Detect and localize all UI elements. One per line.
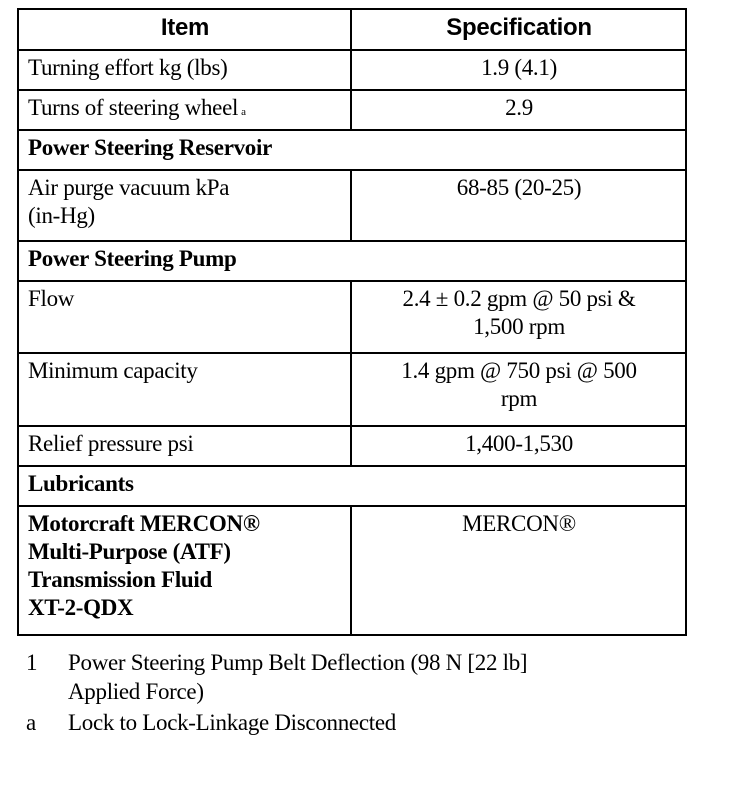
spec-cell: 1,400-1,530 bbox=[351, 426, 686, 466]
item-line: Air purge vacuum kPa bbox=[28, 175, 230, 200]
header-item: Item bbox=[18, 9, 351, 50]
footnote-text bbox=[68, 648, 686, 706]
spec-cell bbox=[351, 281, 686, 353]
spec-line: 1,500 rpm bbox=[473, 314, 565, 339]
footnote-line: Applied Force) bbox=[68, 679, 204, 704]
item-line: Motorcraft MERCON® bbox=[28, 511, 260, 536]
footnote-marker: a bbox=[241, 106, 246, 118]
footnote bbox=[26, 648, 686, 706]
item-cell: Minimum capacity bbox=[18, 353, 351, 426]
table-row bbox=[18, 90, 686, 130]
item-line: Multi-Purpose (ATF) bbox=[28, 539, 231, 564]
section-heading: Power Steering Pump bbox=[18, 241, 686, 281]
item-line: Transmission Fluid bbox=[28, 567, 212, 592]
spec-line: rpm bbox=[500, 386, 538, 411]
spec-cell: 68-85 (20-25) bbox=[351, 170, 686, 241]
footnote-line: Lock to Lock-Linkage Disconnected bbox=[68, 710, 396, 735]
item-cell: Turning effort kg (lbs) bbox=[18, 50, 351, 90]
item-cell bbox=[18, 170, 351, 241]
item-line: (in-Hg) bbox=[28, 203, 95, 228]
footnotes bbox=[26, 648, 686, 739]
footnote bbox=[26, 708, 686, 737]
spec-cell: MERCON® bbox=[351, 506, 686, 635]
footnote-line: Power Steering Pump Belt Deflection (98 N [22 lb] bbox=[68, 650, 528, 675]
spec-cell bbox=[351, 353, 686, 426]
footnote-text bbox=[68, 708, 686, 737]
table-row bbox=[18, 353, 686, 426]
specification-table bbox=[17, 8, 687, 636]
item-line: XT-2-QDX bbox=[28, 595, 134, 620]
item-text: Turns of steering wheel bbox=[28, 95, 239, 120]
item-cell bbox=[18, 90, 351, 130]
item-cell: Relief pressure psi bbox=[18, 426, 351, 466]
section-row bbox=[18, 130, 686, 170]
table-row bbox=[18, 50, 686, 90]
section-heading: Lubricants bbox=[18, 466, 686, 506]
footnote-marker: a bbox=[26, 710, 36, 735]
spec-cell: 1.9 (4.1) bbox=[351, 50, 686, 90]
header-specification: Specification bbox=[351, 9, 686, 50]
item-cell bbox=[18, 506, 351, 635]
spec-line: 1.4 gpm @ 750 psi @ 500 bbox=[401, 358, 637, 383]
section-row bbox=[18, 241, 686, 281]
section-row bbox=[18, 466, 686, 506]
table-row bbox=[18, 170, 686, 241]
spec-cell: 2.9 bbox=[351, 90, 686, 130]
table-row bbox=[18, 426, 686, 466]
item-cell: Flow bbox=[18, 281, 351, 353]
section-heading: Power Steering Reservoir bbox=[18, 130, 686, 170]
spec-line: 2.4 ± 0.2 gpm @ 50 psi & bbox=[402, 286, 636, 311]
table-header-row bbox=[18, 9, 686, 50]
table-row bbox=[18, 281, 686, 353]
footnote-marker: 1 bbox=[26, 650, 38, 675]
table-row bbox=[18, 506, 686, 635]
